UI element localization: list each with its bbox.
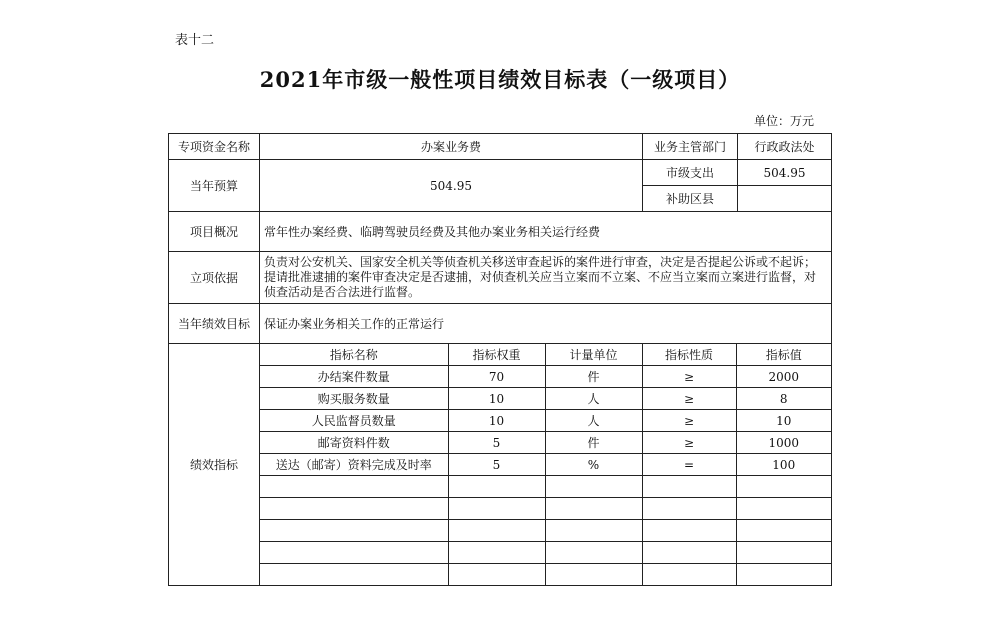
goal-label: 当年绩效目标 — [169, 304, 260, 344]
indicator-cell-value: 邮寄资料件数 — [260, 432, 448, 454]
indicator-row — [260, 542, 831, 564]
overview-label: 项目概况 — [169, 212, 260, 252]
indicator-cell-value — [448, 498, 545, 520]
performance-table — [168, 133, 832, 586]
fund-name-value: 办案业务费 — [260, 134, 643, 160]
indicator-cell-value — [260, 564, 448, 586]
indicator-cell-value: 70 — [448, 366, 545, 388]
indicator-cell-value — [736, 564, 831, 586]
indicator-cell-value — [448, 476, 545, 498]
indicator-cell-value — [642, 476, 736, 498]
indicator-row — [260, 454, 831, 476]
indicator-label: 绩效指标 — [169, 344, 260, 586]
subsidy-value — [738, 186, 832, 212]
indicator-cell-value — [448, 564, 545, 586]
indicator-cell-value: ≥ — [642, 432, 736, 454]
city-spend-label: 市级支出 — [643, 160, 738, 186]
table-number: 表十二 — [175, 33, 215, 48]
indicator-row — [260, 432, 831, 454]
indicator-cell-value: 10 — [448, 410, 545, 432]
indicator-cell-value — [736, 520, 831, 542]
indicator-cell-value — [736, 542, 831, 564]
indicator-row — [260, 498, 831, 520]
indicator-cell-value: ≥ — [642, 366, 736, 388]
indicator-cell-value: 购买服务数量 — [260, 388, 448, 410]
indicator-cell-value: 8 — [736, 388, 831, 410]
indicator-cell-value — [545, 542, 642, 564]
indicator-cell-value — [642, 520, 736, 542]
indicator-cell-value — [642, 564, 736, 586]
indicator-cell-value: 10 — [448, 388, 545, 410]
page-title: 2021年市级一般性项目绩效目标表（一级项目） — [259, 67, 741, 92]
indicator-cell-value: 5 — [448, 454, 545, 476]
indicator-header-cell: 指标值 — [736, 344, 831, 366]
indicator-cell-value: ≥ — [642, 410, 736, 432]
indicator-row — [260, 388, 831, 410]
indicator-table — [260, 344, 831, 585]
indicator-cell-value: 1000 — [736, 432, 831, 454]
indicator-cell-value — [260, 542, 448, 564]
basis-value: 负责对公安机关、国家安全机关等侦查机关移送审查起诉的案件进行审查，决定是否提起公诉或不起诉；提请批准逮捕的案件审查决定是否逮捕，对侦查机关应当立案而不立案、不应当立案而立案进行监督，对侦查活动是否合法进行监督。 — [260, 252, 832, 304]
budget-value: 504.95 — [260, 160, 643, 212]
indicator-cell-value — [545, 498, 642, 520]
indicator-row — [260, 366, 831, 388]
indicator-header-cell: 指标权重 — [448, 344, 545, 366]
fund-name-label: 专项资金名称 — [169, 134, 260, 160]
indicator-cell-value — [736, 498, 831, 520]
indicator-header-cell: 指标性质 — [642, 344, 736, 366]
indicator-row — [260, 476, 831, 498]
indicator-cell-value — [545, 476, 642, 498]
indicator-cell-value — [260, 498, 448, 520]
indicator-cell-value: 送达（邮寄）资料完成及时率 — [260, 454, 448, 476]
indicator-cell-value — [448, 520, 545, 542]
indicator-header-cell: 计量单位 — [545, 344, 642, 366]
indicator-cell-value: 10 — [736, 410, 831, 432]
indicator-cell-value — [448, 542, 545, 564]
dept-value: 行政政法处 — [738, 134, 832, 160]
indicator-cell-value: ≥ — [642, 388, 736, 410]
indicator-cell-value: 2000 — [736, 366, 831, 388]
indicator-row — [260, 564, 831, 586]
overview-value: 常年性办案经费、临聘驾驶员经费及其他办案业务相关运行经费 — [260, 212, 832, 252]
budget-label: 当年预算 — [169, 160, 260, 212]
goal-value: 保证办案业务相关工作的正常运行 — [260, 304, 832, 344]
indicator-cell-value: 件 — [545, 432, 642, 454]
indicator-cell-value: 件 — [545, 366, 642, 388]
indicator-cell-value — [260, 520, 448, 542]
indicator-cell-value: = — [642, 454, 736, 476]
indicator-row — [260, 520, 831, 542]
indicator-cell-value — [260, 476, 448, 498]
indicator-cell-value: 人民监督员数量 — [260, 410, 448, 432]
indicator-cell-value — [545, 520, 642, 542]
indicator-header-cell: 指标名称 — [260, 344, 448, 366]
indicator-cell-value: 办结案件数量 — [260, 366, 448, 388]
indicator-header-row — [260, 344, 831, 366]
indicator-cell-value: 5 — [448, 432, 545, 454]
basis-label: 立项依据 — [169, 252, 260, 304]
indicator-cell-value — [642, 542, 736, 564]
city-spend-value: 504.95 — [738, 160, 832, 186]
unit-label: 单位：万元 — [753, 114, 814, 128]
dept-label: 业务主管部门 — [643, 134, 738, 160]
indicator-cell-value — [736, 476, 831, 498]
subsidy-label: 补助区县 — [643, 186, 738, 212]
indicator-cell-value — [545, 564, 642, 586]
indicator-cell-value — [642, 498, 736, 520]
indicator-cell-value: 人 — [545, 388, 642, 410]
indicator-cell — [260, 344, 832, 586]
indicator-row — [260, 410, 831, 432]
indicator-cell-value: % — [545, 454, 642, 476]
indicator-cell-value: 100 — [736, 454, 831, 476]
indicator-cell-value: 人 — [545, 410, 642, 432]
